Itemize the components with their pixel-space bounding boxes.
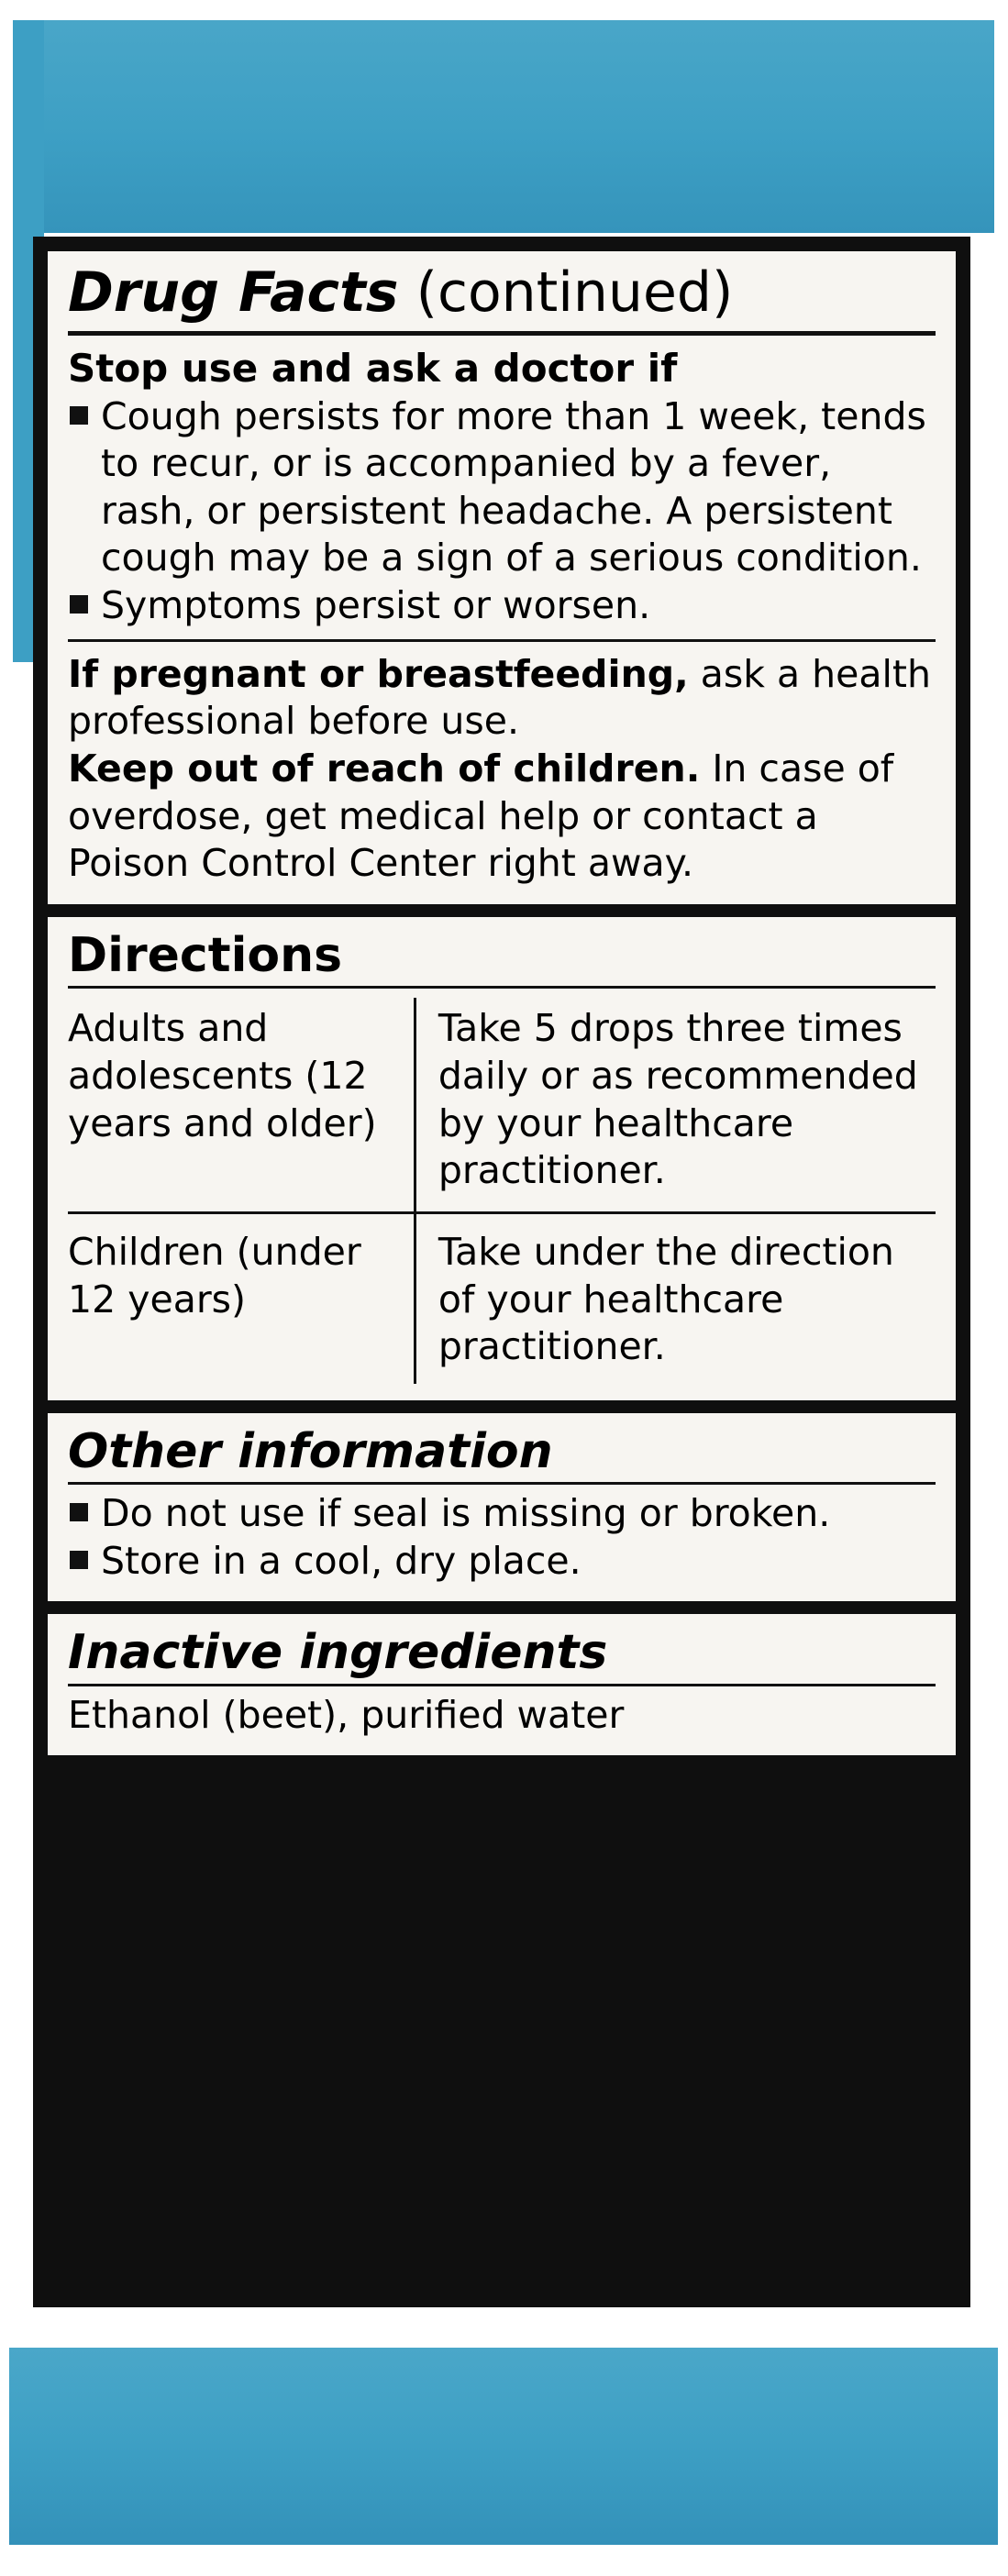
drug-facts-title (68, 260, 936, 327)
inactive-ingredients-box (48, 1614, 956, 1755)
other-information-divider (68, 1482, 936, 1485)
other-information-box (48, 1413, 956, 1602)
table-row (68, 998, 936, 1212)
drug-facts-panel (33, 237, 970, 2307)
drug-facts-title-suffix: (continued) (398, 260, 734, 325)
bullet-square-icon (70, 1551, 88, 1569)
package-right-edge (995, 0, 1008, 2576)
directions-heading: Directions (68, 928, 343, 984)
warnings-box (48, 251, 956, 904)
directions-table (68, 998, 936, 1384)
directions-divider (68, 986, 936, 989)
directions-box (48, 917, 956, 1400)
directions-group-children: Children (under 12 years) (68, 1212, 415, 1383)
other-information-bullet-2-text: Store in a cool, dry place. (101, 1538, 582, 1583)
other-information-bullet-1 (68, 1490, 936, 1538)
pregnancy-warning-lead: If pregnant or breastfeeding, (68, 651, 689, 696)
title-divider (68, 331, 936, 336)
drug-facts-title-main: Drug Facts (68, 260, 399, 325)
stop-use-heading: Stop use and ask a doctor if (68, 346, 678, 391)
bullet-square-icon (70, 1503, 88, 1521)
other-information-bullet-2 (68, 1538, 936, 1586)
other-information-heading: Other information (68, 1423, 553, 1479)
stop-use-bullet-1 (68, 393, 936, 583)
bullet-square-icon (70, 406, 88, 425)
inactive-ingredients-text: Ethanol (beet), purified water (68, 1692, 625, 1737)
keep-out-warning-rest: In case of overdose, get medical help or contact a Poison Control Center right away. (68, 746, 894, 886)
bullet-square-icon (70, 595, 88, 614)
directions-instruction-adults: Take 5 drops three times daily or as recommended by your healthcare practitioner. (415, 998, 936, 1212)
keep-out-warning-lead: Keep out of reach of children. (68, 746, 701, 791)
inactive-ingredients-divider (68, 1684, 936, 1686)
pregnancy-warning (68, 651, 936, 746)
package-bottom-band (9, 2348, 998, 2545)
inactive-ingredients-heading: Inactive ingredients (68, 1625, 608, 1681)
keep-out-warning (68, 746, 936, 888)
stop-use-bullet-1-text: Cough persists for more than 1 week, tends to recur, or is accompanied by a fever, rash, or persistent headache. A persistent cough may be a sign of a serious condition. (101, 393, 926, 580)
table-row (68, 1212, 936, 1383)
directions-instruction-children: Take under the direction of your healthcare practitioner. (438, 1229, 894, 1369)
directions-group-adults: Adults and adolescents (12 years and older) (68, 998, 415, 1212)
warnings-divider (68, 639, 936, 642)
stop-use-bullet-2-text: Symptoms persist or worsen. (101, 583, 651, 628)
pregnancy-warning-rest: ask a health professional before use. (68, 651, 931, 744)
other-information-bullet-1-text: Do not use if seal is missing or broken. (101, 1491, 831, 1536)
package-top-band (13, 20, 994, 233)
package-white-gap (17, 2300, 992, 2351)
stop-use-bullet-2 (68, 582, 936, 630)
